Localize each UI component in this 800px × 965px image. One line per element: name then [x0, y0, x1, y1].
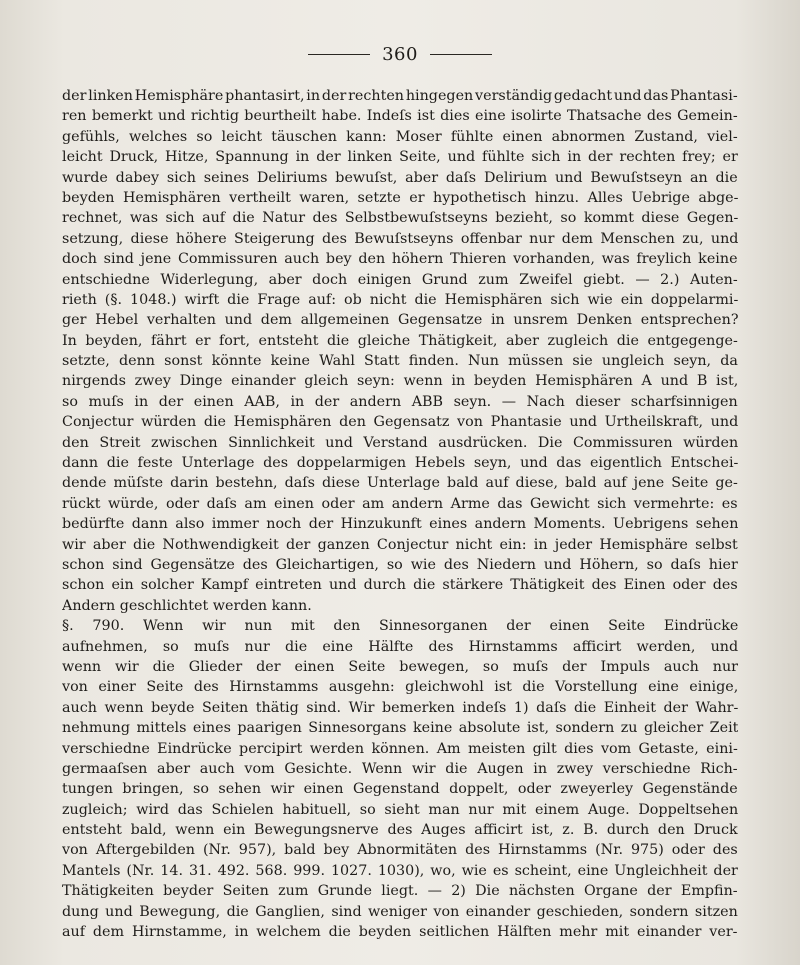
text-line: Mantels (Nr. 14. 31. 492. 568. 999. 1027. 1030), wo, wie es scheint, eine Ungleichheit der: [62, 862, 738, 879]
text-line: dende müſste darin bestehn, daſs diese Unterlage bald auf diese, bald auf jene Seite ge-: [62, 475, 738, 492]
text-line: rückt würde, oder daſs am einen oder am andern Arme das Gewicht sich vermehrte: es: [62, 495, 738, 512]
text-line: auf dem Hirnstamme, in welchem die beyden seitlichen Hälften mehr mit einander ver-: [62, 924, 738, 941]
left-header-rule: [308, 54, 370, 55]
text-line: nehmung mittels eines paarigen Sinnesorgans keine absolute ist, sondern zu gleicher Zeit: [62, 720, 738, 737]
page-header: [0, 44, 800, 65]
text-line: ren bemerkt und richtig beurtheilt habe. Indeſs ist dies eine isolirte Thatsache des Gemein-: [62, 108, 738, 125]
text-line: schon sind Gegensätze des Gleichartigen, so wie des Niedern und Höhern, so daſs hier: [62, 556, 738, 573]
text-line: verschiedne Eindrücke percipirt werden können. Am meisten gilt dies vom Getaste, eini-: [62, 740, 738, 757]
text-line: entschiedne Widerlegung, aber doch einigen Grund zum Zweifel giebt. — 2.) Auten-: [62, 271, 738, 288]
text-line: von Aftergebilden (Nr. 957), bald bey Abnormitäten des Hirnstamms (Nr. 975) oder des: [62, 842, 738, 859]
text-line: wurde dabey sich seines Deliriums bewuſst, aber daſs Delirium und Bewuſstseyn an die: [62, 169, 738, 186]
paragraph-end-line: Andern geschlichtet werden kann.: [62, 597, 312, 614]
text-line: setzte, denn sonst könnte keine Wahl Statt finden. Nun müssen sie ungleich seyn, da: [62, 353, 738, 370]
text-line: ger Hebel verhalten und dem allgemeinen Gegensatze in unsrem Denken entsprechen?: [62, 312, 738, 329]
text-line: setzung, diese höhere Steigerung des Bewuſstseyns offenbar nur dem Menschen zu, und: [62, 230, 738, 247]
text-line: rieth (§. 1048.) wirft die Frage auf: ob nicht die Hemisphären sich wie ein doppelarmi-: [62, 291, 738, 308]
text-line: der linken Hemisphäre phantasirt, in der rechten hingegen verständig gedacht und das Phantasi-: [62, 88, 738, 104]
text-line: nirgends zwey Dinge einander gleich seyn: wenn in beyden Hemisphären A und B ist,: [62, 373, 738, 390]
text-line: von einer Seite des Hirnstamms ausgehn: gleichwohl ist die Vorstellung eine einige,: [62, 679, 738, 696]
text-line: In beyden, fährt er fort, entsteht die gleiche Thätigkeit, aber zugleich die entgegenge-: [62, 332, 738, 349]
text-line: zugleich; wird das Schielen habituell, so sieht man nur mit einem Auge. Doppeltsehen: [62, 801, 738, 818]
right-header-rule: [430, 54, 492, 55]
section-790-first-line: §. 790. Wenn wir nun mit den Sinnesorganen der einen Seite Eindrücke: [62, 618, 738, 635]
text-line: germaaſsen aber auch vom Gesichte. Wenn wir die Augen in zwey verschiedne Rich-: [62, 760, 738, 777]
text-line: bedürfte dann also immer noch der Hinzukunft eines andern Moments. Uebrigens sehen: [62, 516, 738, 533]
text-line: den Streit zwischen Sinnlichkeit und Verstand ausdrücken. Die Commissuren würden: [62, 434, 738, 451]
text-line: doch sind jene Commissuren auch bey den höhern Thieren vorhanden, was freylich keine: [62, 251, 738, 268]
text-line: wir aber die Nothwendigkeit der ganzen Conjectur nicht ein: in jeder Hemisphäre selbst: [62, 536, 738, 553]
text-line: gefühls, welches so leicht täuschen kann: Moser fühlte einen abnormen Zustand, viel-: [62, 128, 738, 145]
text-line: Thätigkeiten beyder Seiten zum Grunde liegt. — 2) Die nächsten Organe der Empfin-: [62, 883, 738, 900]
text-line: tungen bringen, so sehen wir einen Gegenstand doppelt, oder zweyerley Gegenstände: [62, 781, 738, 798]
text-line: schon ein solcher Kampf eintreten und durch die stärkere Thätigkeit des Einen oder des: [62, 577, 738, 594]
text-line: leicht Druck, Hitze, Spannung in der linken Seite, und fühlte sich in der rechten frey; er: [62, 149, 738, 166]
text-line: rechnet, was sich auf die Natur des Selbstbewuſstseyns bezieht, so kommt diese Gegen-: [62, 210, 738, 227]
text-line: beyden Hemisphären vertheilt waren, setzte er hypothetisch hinzu. Alles Uebrige abge-: [62, 189, 738, 206]
text-line: Conjectur würden die Hemisphären den Gegensatz von Phantasie und Urtheilskraft, und: [62, 414, 738, 431]
page-number: 360: [382, 44, 418, 65]
text-line: entsteht bald, wenn ein Bewegungsnerve des Auges afficirt ist, z. B. durch den Druck: [62, 822, 738, 839]
text-line: dann die feste Unterlage des doppelarmigen Hebels seyn, und das eigentlich Entschei-: [62, 455, 738, 472]
text-line: dung und Bewegung, die Ganglien, sind weniger von einander geschieden, sondern sitzen: [62, 903, 738, 920]
body-text: [62, 86, 738, 942]
text-line: auch wenn beyde Seiten thätig sind. Wir bemerken indeſs 1) daſs die Einheit der Wahr-: [62, 699, 738, 716]
text-line: wenn wir die Glieder der einen Seite bewegen, so muſs der Impuls auch nur: [62, 658, 738, 675]
text-line: aufnehmen, so muſs nur die eine Hälfte des Hirnstamms afficirt werden, und: [62, 638, 738, 655]
text-line: so muſs in der einen AAB, in der andern ABB seyn. — Nach dieser scharfsinnigen: [62, 393, 738, 410]
